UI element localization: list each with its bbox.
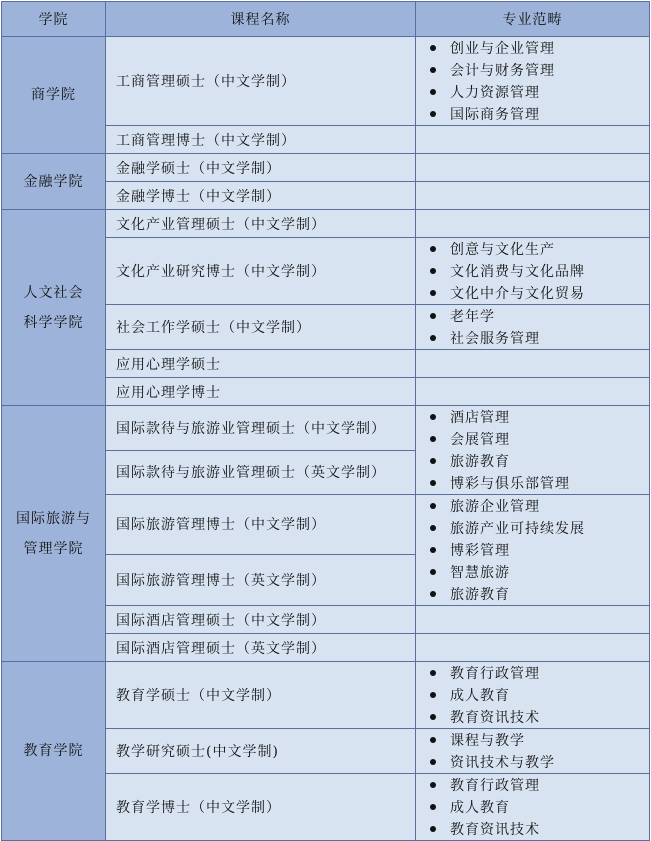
specialization-text: 智慧旅游 [450,565,510,581]
bullet-icon [430,335,436,341]
bullet-icon [430,268,436,274]
bullet-icon [430,111,436,117]
specialization-text: 资讯技术与教学 [450,755,555,771]
program-name: 文化产业管理硕士（中文学制） [116,216,326,233]
program-cell [106,774,416,841]
empty-cell [416,378,650,406]
bullet-icon [430,804,436,810]
bullet-icon [430,737,436,743]
program-name: 应用心理学硕士 [116,356,221,373]
header-program: 课程名称 [106,2,416,37]
specialization-list [424,238,649,304]
school-cell-finance [2,154,106,210]
specialization-text: 酒店管理 [450,410,510,426]
specialization-text: 社会服务管理 [450,331,540,347]
empty-cell [416,606,650,634]
table-row [2,210,650,238]
list-item [424,406,649,428]
specialization-text: 博彩管理 [450,543,510,559]
program-name: 国际旅游管理博士（英文学制） [116,572,326,589]
program-name: 金融学博士（中文学制） [116,188,281,205]
bullet-icon [430,782,436,788]
specialization-cell [416,662,650,729]
bullet-icon [430,436,436,442]
bullet-icon [430,414,436,420]
empty-cell [416,634,650,662]
school-cell-humanities [2,210,106,406]
empty-cell [416,154,650,182]
program-cell [106,634,416,662]
program-name: 工商管理博士（中文学制） [116,132,296,149]
program-cell [106,350,416,378]
school-name-line: 国际旅游与 [16,510,91,527]
school-name-line: 教育学院 [23,743,84,759]
program-cell [106,378,416,406]
specialization-text: 会计与财务管理 [450,63,555,79]
list-item [424,327,649,349]
program-cell [106,606,416,634]
specialization-cell [416,774,650,841]
header-school: 学院 [2,2,106,37]
program-cell [106,210,416,238]
list-item [424,238,649,260]
program-cell [106,37,416,126]
program-name: 国际旅游管理博士（中文学制） [116,517,326,534]
program-name: 工商管理硕士（中文学制） [116,74,296,90]
program-name: 社会工作学硕士（中文学制） [116,320,311,336]
bullet-icon [430,45,436,51]
empty-cell [416,182,650,210]
program-name: 国际酒店管理硕士（中文学制） [116,612,326,629]
specialization-cell [416,37,650,126]
specialization-list [424,729,649,773]
specialization-text: 会展管理 [450,432,510,448]
list-item [424,796,649,818]
list-item [424,684,649,706]
bullet-icon [430,89,436,95]
table-row [2,37,650,126]
school-cell-education [2,662,106,841]
specialization-list [424,305,649,349]
bullet-icon [430,569,436,575]
program-cell [106,126,416,154]
empty-cell [416,210,650,238]
list-item [424,81,649,103]
school-cell-business [2,37,106,154]
school-name-line: 人文社会 [23,284,84,301]
list-item [424,472,649,494]
program-table [1,1,650,841]
list-item [424,583,649,605]
bullet-icon [430,670,436,676]
bullet-icon [430,313,436,319]
program-name: 教育学博士（中文学制） [116,800,281,816]
program-cell [106,406,416,451]
specialization-text: 老年学 [450,309,495,325]
school-name-line: 金融学院 [23,173,84,190]
program-cell [106,154,416,182]
specialization-list [424,37,649,125]
bullet-icon [430,591,436,597]
program-name: 国际款待与旅游业管理硕士（英文学制） [116,465,386,482]
program-name: 教育学硕士（中文学制） [116,688,281,704]
specialization-text: 教育行政管理 [450,778,540,794]
specialization-text: 成人教育 [450,688,510,704]
specialization-list [424,495,649,605]
program-cell [106,662,416,729]
specialization-text: 人力资源管理 [450,85,540,101]
specialization-text: 旅游教育 [450,454,510,470]
specialization-text: 教育资讯技术 [450,710,540,726]
program-name: 金融学硕士（中文学制） [116,160,281,177]
bullet-icon [430,547,436,553]
list-item [424,450,649,472]
list-item [424,305,649,327]
list-item [424,282,649,304]
program-cell [106,729,416,774]
table-row [2,662,650,729]
specialization-list [424,662,649,728]
specialization-text: 博彩与俱乐部管理 [450,476,570,492]
program-cell [106,495,416,555]
list-item [424,103,649,125]
list-item [424,662,649,684]
program-cell [106,238,416,305]
specialization-list [424,774,649,840]
specialization-text: 教育行政管理 [450,666,540,682]
list-item [424,539,649,561]
specialization-text: 课程与教学 [450,733,525,749]
header-row [2,2,650,37]
list-item [424,561,649,583]
program-name: 应用心理学博士 [116,384,221,401]
school-name-line: 商学院 [31,87,76,103]
specialization-list [424,406,649,494]
specialization-text: 旅游产业可持续发展 [450,521,585,537]
list-item [424,774,649,796]
bullet-icon [430,246,436,252]
bullet-icon [430,503,436,509]
bullet-icon [430,525,436,531]
list-item [424,495,649,517]
bullet-icon [430,692,436,698]
program-name: 文化产业研究博士（中文学制） [116,264,326,280]
school-cell-tourism [2,406,106,662]
empty-cell [416,350,650,378]
specialization-cell [416,406,650,495]
bullet-icon [430,826,436,832]
program-cell [106,182,416,210]
bullet-icon [430,480,436,486]
specialization-cell [416,729,650,774]
list-item [424,517,649,539]
list-item [424,428,649,450]
list-item [424,260,649,282]
program-cell [106,450,416,495]
header-specialization: 专业范畴 [416,2,650,37]
table-row [2,406,650,451]
specialization-text: 成人教育 [450,800,510,816]
table-row [2,154,650,182]
list-item [424,751,649,773]
specialization-text: 创意与文化生产 [450,242,555,258]
bullet-icon [430,290,436,296]
program-name: 教学研究硕士(中文学制) [116,744,279,760]
specialization-text: 文化消费与文化品牌 [450,264,585,280]
list-item [424,818,649,840]
list-item [424,706,649,728]
specialization-cell [416,238,650,305]
program-name: 国际酒店管理硕士（英文学制） [116,640,326,657]
specialization-text: 国际商务管理 [450,107,540,123]
specialization-text: 旅游企业管理 [450,499,540,515]
bullet-icon [430,714,436,720]
school-name-line: 管理学院 [23,540,84,557]
school-name-line: 科学学院 [23,314,84,331]
empty-cell [416,126,650,154]
specialization-text: 文化中介与文化贸易 [450,286,585,302]
bullet-icon [430,759,436,765]
specialization-cell [416,305,650,350]
list-item [424,59,649,81]
specialization-text: 创业与企业管理 [450,41,555,57]
bullet-icon [430,458,436,464]
list-item [424,729,649,751]
specialization-text: 旅游教育 [450,587,510,603]
specialization-text: 教育资讯技术 [450,822,540,838]
program-cell [106,554,416,605]
program-name: 国际款待与旅游业管理硕士（中文学制） [116,420,386,437]
program-cell [106,305,416,350]
specialization-cell [416,495,650,606]
bullet-icon [430,67,436,73]
list-item [424,37,649,59]
